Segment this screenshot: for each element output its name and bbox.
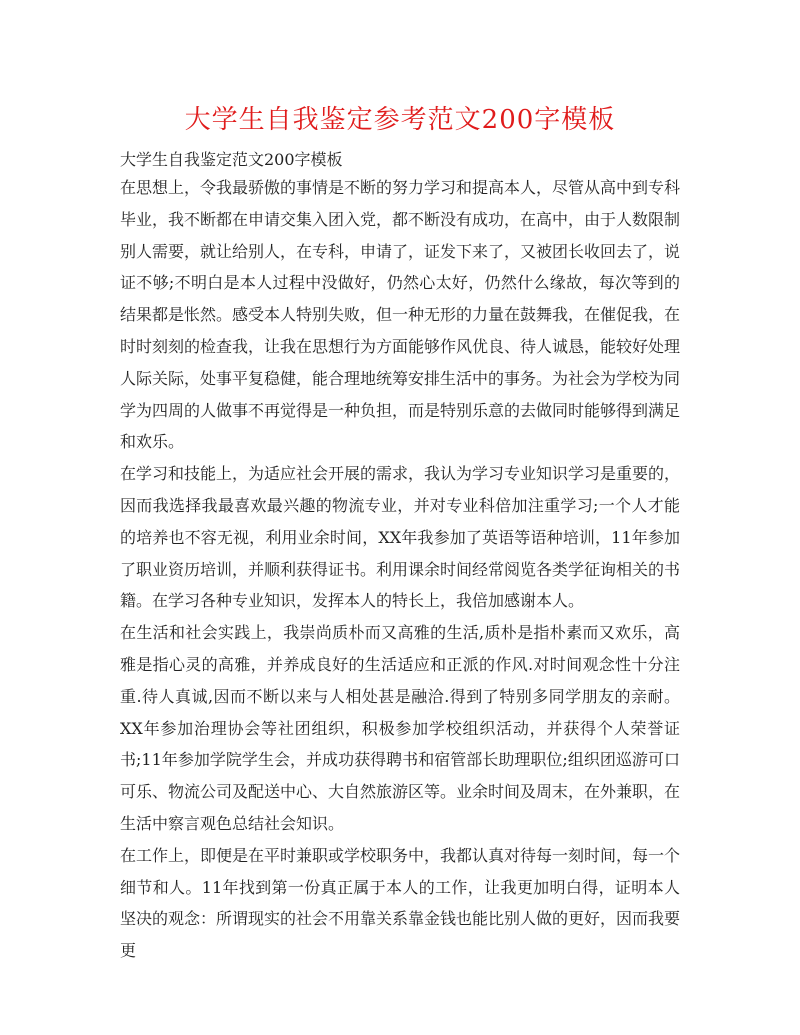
document-body	[120, 172, 680, 967]
paragraph-life: 在生活和社会实践上，我崇尚质朴而又高雅的生活,质朴是指朴素而又欢乐，高雅是指心灵的高雅，并养成良好的生活适应和正派的作风.对时间观念性十分注重.待人真诚,因而不断以来与人相处甚是融洽.得到了特别多同学朋友的亲耐。XX年参加治理协会等社团组织，积极参加学校组织活动，并获得个人荣誉证书;11年参加学院学生会，并成功获得聘书和宿管部长助理职位;组织团巡游可口可乐、物流公司及配送中心、大自然旅游区等。业余时间及周末，在外兼职，在生活中察言观色总结社会知识。	[120, 623, 681, 833]
document-title: 大学生自我鉴定参考范文200字模板	[184, 105, 616, 135]
paragraph-work: 在工作上，即便是在平时兼职或学校职务中，我都认真对待每一刻时间，每一个细节和人。11年找到第一份真正属于本人的工作，让我更加明白得，证明本人坚决的观念：所谓现实的社会不用靠关系靠金钱也能比别人做的更好，因而我要更	[120, 845, 681, 961]
paragraph-thought: 在思想上，令我最骄傲的事情是不断的努力学习和提高本人，尽管从高中到专科毕业，我不断都在申请交集入团入党，都不断没有成功，在高中，由于人数限制别人需要，就让给别人，在专科，申请了，证发下来了，又被团长收回去了，说证不够;不明白是本人过程中没做好，仍然心太好，仍然什么缘故，每次等到的结果都是怅然。感受本人特别失败，但一种无形的力量在鼓舞我，在催促我，在时时刻刻的检查我，让我在思想行为方面能够作风优良、待人诚恳，能较好处理人际关际，处事平复稳健，能合理地统筹安排生活中的事务。为社会为学校为同学为四周的人做事不再觉得是一种负担，而是特别乐意的去做同时能够得到满足和欢乐。	[120, 178, 681, 452]
document-subtitle: 大学生自我鉴定范文200字模板	[120, 150, 343, 169]
paragraph-study: 在学习和技能上，为适应社会开展的需求，我认为学习专业知识学习是重要的，因而我选择我最喜欢最兴趣的物流专业，并对专业科倍加注重学习;一个人才能的培养也不容无视，利用业余时间，XX年我参加了英语等语种培训，11年参加了职业资历培训，并顺利获得证书。利用课余时间经常阅览各类学征询相关的书籍。在学习各种专业知识，发挥本人的特长上，我倍加感谢本人。	[120, 464, 681, 611]
